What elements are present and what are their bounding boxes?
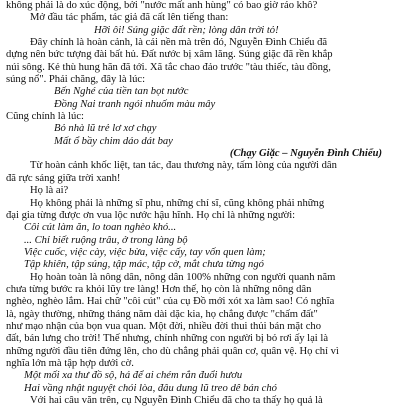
verse-line: Đồng Nai tranh ngói nhuốm màu mây (54, 98, 216, 110)
citation-source: (Chạy Giặc – Nguyễn Đình Chiểu) (229, 148, 382, 160)
text-line: nghèo, nghèo lắm. Hai chữ "côi cút" của cụ Đồ mới xót xa làm sao! Có nghĩa (6, 296, 335, 308)
text-line: không phải là do xúc động, bởi "nước mất anh hùng" có bao giờ ráo khô? (6, 0, 318, 11)
text-line: như mạo nhận của bọn vua quan. Một đời, nhiều đời thui thủi bán mặt cho (6, 320, 321, 332)
verse-line: ... Chỉ biết ruộng trâu, ở trong làng bộ (24, 234, 188, 246)
text-line: dựng nên bức tượng đài bất hủ. Đất nước bị xâm lăng. Súng giặc đã rền khắp (6, 49, 333, 61)
text-line: đại gia từng được ơn vua lộc nước hậu hĩnh. Họ chỉ là những người: (6, 209, 296, 221)
text-line: đất, bán lưng cho trời! Thế nhưng, chính những con người bị bỏ rơi ấy lại là (6, 333, 329, 345)
text-line: là, ngày thường, những tháng năm dài dặc kia, họ chẳng được "chấm đất" (6, 308, 318, 320)
text-line: chưa từng bước ra khỏi lũy tre làng! Hơn thế, họ còn là những nông dân (6, 283, 312, 295)
text-line: những người đầu tiên đứng lên, cho dù chẳng phải quân cơ, quân vệ. Họ chỉ vì (6, 345, 339, 357)
verse-line: Một mối xa thư đồ sộ, há để ai chém rắn đuổi hươu (24, 370, 243, 382)
text-line: Đây chính là hoàn cảnh, là cái nền mà trên đó, Nguyễn Đình Chiểu đã (30, 37, 328, 49)
verse-line: Hai vầng nhật nguyệt chói lòa, đâu dung lũ treo dê bán chó (24, 382, 277, 394)
text-line: Từ hoàn cảnh khốc liệt, tan tác, đau thương này, tấm lòng của người dân (30, 160, 337, 172)
verse-line: Hỡi ôi! Súng giặc đất rền; lòng dân trời tỏ! (94, 24, 279, 36)
text-line: Họ hoàn toàn là nông dân, nông dân 100% những con người quanh năm (30, 271, 336, 283)
text-line: súng nổ". Phải chăng, đây là lúc: (6, 74, 146, 86)
verse-line: Côi cút làm ăn, lo toan nghèo khó... (24, 222, 177, 234)
text-line: Mở đầu tác phẩm, tác giả đã cất lên tiếng than: (30, 12, 229, 24)
verse-line: Bỏ nhà lũ trẻ lơ xơ chạy (54, 123, 157, 135)
verse-line: Việc cuốc, việc cày, việc bừa, việc cấy, tay vốn quen làm; (24, 246, 266, 258)
verse-line: Tập khiên, tập súng, tập mác, tập cờ, mắt chưa từng ngó (24, 259, 264, 271)
text-line: đã rực sáng giữa trời xanh! (6, 172, 121, 184)
text-line: nghĩa lớn mà tập hợp dưới cờ. (6, 357, 134, 369)
text-line: Họ không phải là những sĩ phu, những chí sĩ, cũng không phải những (30, 197, 325, 209)
verse-line: Mất ổ bầy chim dáo dát bay (54, 135, 173, 147)
text-line: Họ là ai? (30, 185, 69, 197)
verse-line: Bến Nghé của tiền tan bọt nước (54, 86, 189, 98)
text-line: Với hai câu văn trên, cụ Nguyễn Đình Chiểu đã cho ta thấy họ quả là (30, 395, 323, 406)
text-line: núi sông. Kẻ thù hung hãn đã tới. Xã tắc chao đảo trước "tàu thiếc, tàu đồng, (6, 61, 331, 73)
text-line: Cũng chính là lúc: (6, 111, 84, 123)
